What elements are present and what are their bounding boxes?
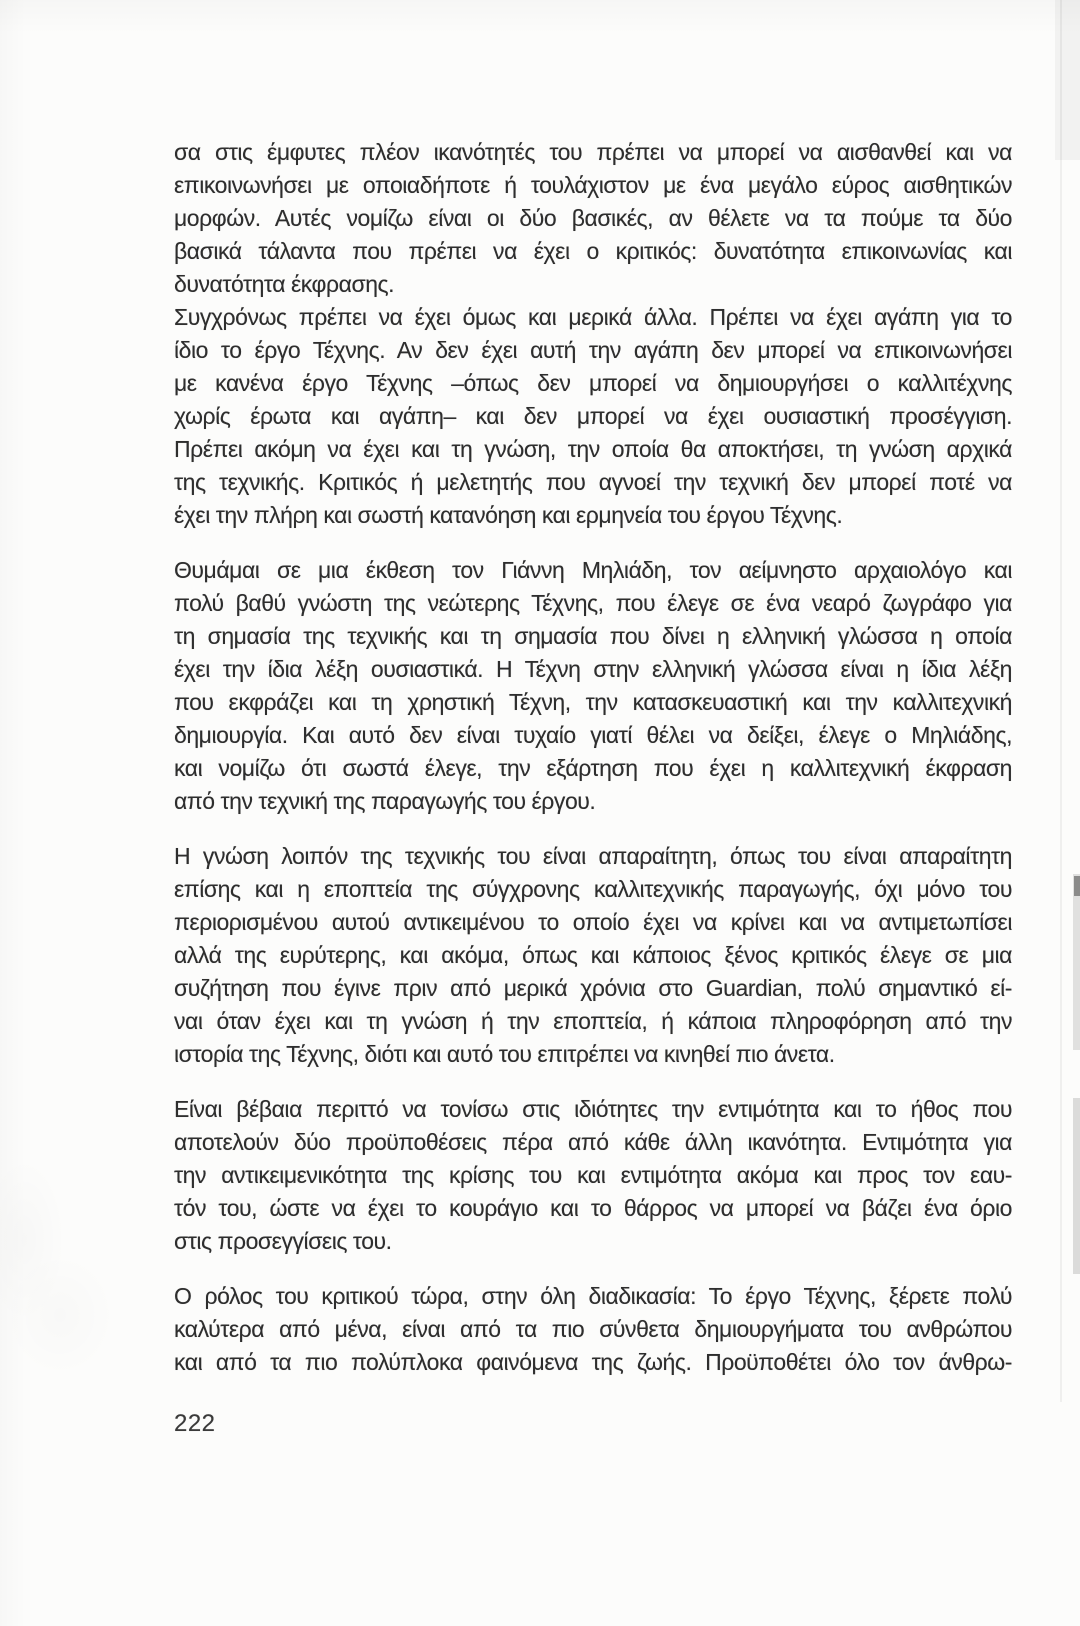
text-line: σα στις έμφυτες πλέον ικανότητές του πρέπει να μπορεί να αισθανθεί και να [174, 139, 1012, 165]
text-line: Συγχρόνως πρέπει να έχει όμως και μερικά άλλα. Πρέπει να έχει αγάπη για το [174, 304, 1012, 330]
text-line: πολύ βαθύ γνώστη της νεώτερης Τέχνης, που έλεγε σε ένα νεαρό ζωγράφο για [174, 590, 1012, 616]
paragraph [174, 136, 1012, 301]
text-line: χωρίς έρωτα και αγάπη– και δεν μπορεί να έχει ουσιαστική προσέγγιση. [174, 403, 1012, 429]
paragraph [174, 301, 1012, 532]
text-line: μορφών. Αυτές νομίζω είναι οι δύο βασικές, αν θέλετε να τα πούμε τα δύο [174, 205, 1012, 231]
paragraph [174, 1093, 1012, 1258]
page-number: 222 [174, 1410, 216, 1437]
text-line: Η γνώση λοιπόν της τεχνικής του είναι απαραίτητη, όπως του είναι απαραίτητη [174, 843, 1012, 869]
scan-edge-mark [1074, 876, 1080, 896]
text-line: Θυμάμαι σε μια έκθεση τον Γιάννη Μηλιάδη, τον αείμνηστο αρχαιολόγο και [174, 557, 1012, 583]
text-line: με κανένα έργο Τέχνης –όπως δεν μπορεί να δημιουργήσει ο καλλιτέχνης [174, 370, 1012, 396]
scan-edge-strip-upper [1073, 874, 1080, 1050]
paragraphs-container [174, 136, 1012, 1379]
text-line: στις προσεγγίσεις του. [174, 1228, 392, 1254]
paragraph [174, 1280, 1012, 1379]
text-line: ίδιο το έργο Τέχνης. Αν δεν έχει αυτή την αγάπη δεν μπορεί να επικοινωνήσει [174, 337, 1012, 363]
scan-edge-strip-lower [1073, 1098, 1080, 1274]
text-line: έχει την πλήρη και σωστή κατανόηση και ερμηνεία του έργου Τέχνης. [174, 502, 843, 528]
text-line: τόν του, ώστε να έχει το κουράγιο και το θάρρος να μπορεί να βάζει ένα όριο [174, 1195, 1012, 1221]
text-line: βασικά τάλαντα που πρέπει να έχει ο κριτικός: δυνατότητα επικοινωνίας και [174, 238, 1012, 264]
text-line: και από τα πιο πολύπλοκα φαινόμενα της ζωής. Προϋποθέτει όλο τον άνθρω- [174, 1349, 1012, 1375]
text-line: αλλά της ευρύτερης, και ακόμα, όπως και κάποιος ξένος κριτικός έλεγε σε μια [174, 942, 1012, 968]
text-line: επικοινωνήσει με οποιαδήποτε ή τουλάχιστον με ένα μεγάλο εύρος αισθητικών [174, 172, 1012, 198]
scan-edge-line [1060, 0, 1062, 1402]
text-line: που εκφράζει και τη χρηστική Τέχνη, την κατασκευαστική και την καλλιτεχνική [174, 689, 1012, 715]
text-line: δημιουργία. Και αυτό δεν είναι τυχαίο γιατί θέλει να δείξει, έλεγε ο Μηλιάδης, [174, 722, 1012, 748]
text-line: ιστορία της Τέχνης, διότι και αυτό του επιτρέπει να κινηθεί πιο άνετα. [174, 1041, 835, 1067]
text-line: της τεχνικής. Κριτικός ή μελετητής που αγνοεί την τεχνική δεν μπορεί ποτέ να [174, 469, 1012, 495]
text-line: και νομίζω ότι σωστά έλεγε, την εξάρτηση που έχει η καλλιτεχνική έκφραση [174, 755, 1012, 781]
scan-mottle-bottom-left [0, 1150, 120, 1450]
text-line: τη σημασία της τεχνικής και τη σημασία που δίνει η ελληνική γλώσσα η οποία [174, 623, 1012, 649]
text-line: περιορισμένου αυτού αντικειμένου το οποίο έχει να κρίνει και να αντιμετωπίσει [174, 909, 1012, 935]
paragraph [174, 554, 1012, 818]
text-line: Είναι βέβαια περιττό να τονίσω στις ιδιότητες την εντιμότητα και το ήθος που [174, 1096, 1012, 1122]
text-line: επίσης και η εποπτεία της σύγχρονης καλλιτεχνικής παραγωγής, όχι μόνο του [174, 876, 1012, 902]
text-line: συζήτηση που έγινε πριν από μερικά χρόνια στο Guardian, πολύ σημαντικό εί- [174, 975, 1012, 1001]
text-line: Ο ρόλος του κριτικού τώρα, στην όλη διαδικασία: Το έργο Τέχνης, ξέρετε πολύ [174, 1283, 1012, 1309]
text-line: ναι όταν έχει και τη γνώση ή την εποπτεία, ή κάποια πληροφόρηση από την [174, 1008, 1012, 1034]
text-line: καλύτερα από μένα, είναι από τα πιο σύνθετα δημιουργήματα του ανθρώπου [174, 1316, 1012, 1342]
scan-edge-shade-top-right [1055, 0, 1080, 160]
text-line: αποτελούν δύο προϋποθέσεις πέρα από κάθε άλλη ικανότητα. Εντιμότητα για [174, 1129, 1012, 1155]
text-line: έχει την ίδια λέξη ουσιαστικά. Η Τέχνη στην ελληνική γλώσσα είναι η ίδια λέξη [174, 656, 1012, 682]
text-line: από την τεχνική της παραγωγής του έργου. [174, 788, 596, 814]
paragraph [174, 840, 1012, 1071]
text-line: δυνατότητα έκφρασης. [174, 271, 395, 297]
text-line: Πρέπει ακόμη να έχει και τη γνώση, την οποία θα αποκτήσει, τη γνώση αρχικά [174, 436, 1012, 462]
text-line: την αντικειμενικότητα της κρίσης του και εντιμότητα ακόμα και προς τον εαυ- [174, 1162, 1012, 1188]
text-block [174, 136, 1012, 1440]
